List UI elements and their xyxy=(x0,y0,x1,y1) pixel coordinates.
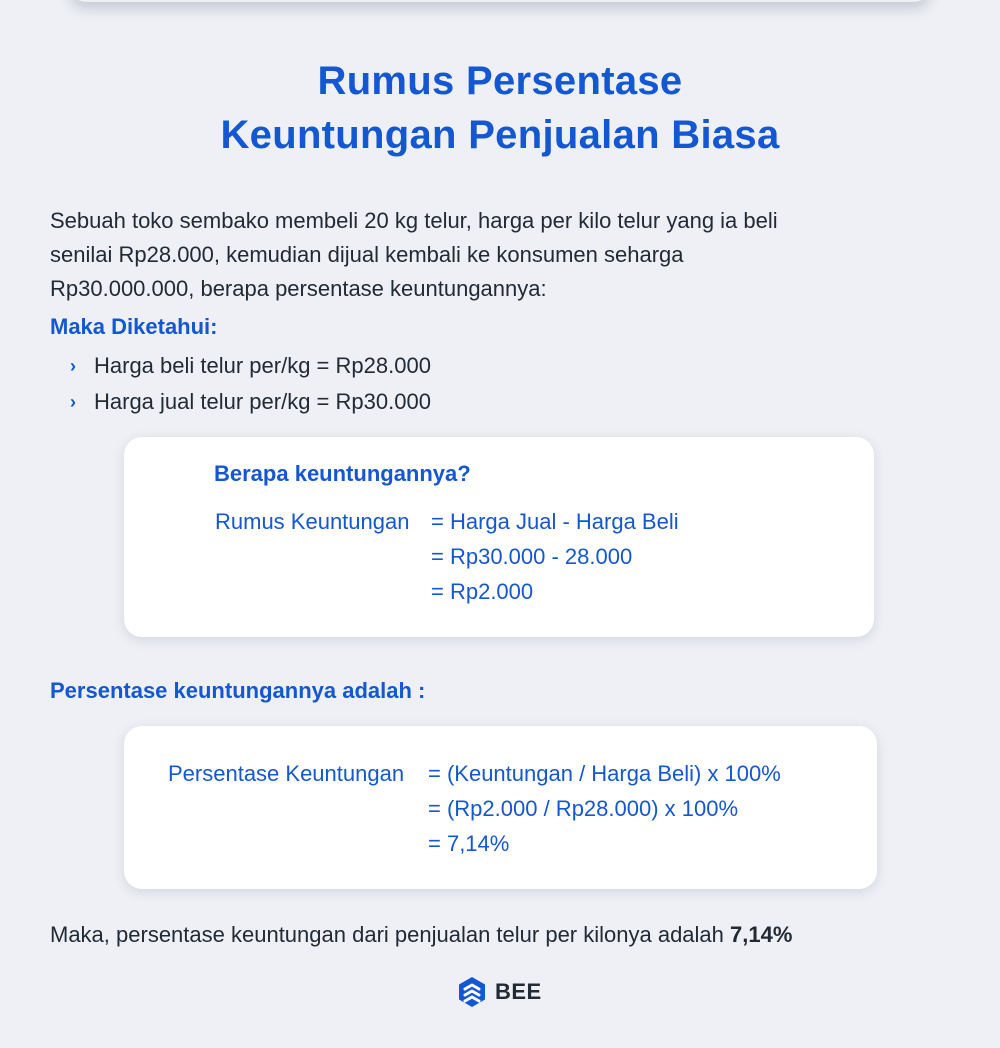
list-item-text: Harga beli telur per/kg = Rp28.000 xyxy=(94,353,431,378)
profit-card-heading: Berapa keuntungannya? xyxy=(214,461,471,486)
conclusion-value: 7,14% xyxy=(730,922,793,947)
formula-row xyxy=(168,756,781,791)
chevron-right-icon: › xyxy=(70,356,76,376)
profit-formula xyxy=(215,504,679,609)
intro-line-2: senilai Rp28.000, kemudian dijual kembali ke konsumen seharga xyxy=(50,242,684,267)
formula-lhs: Rumus Keuntungan xyxy=(215,509,410,534)
conclusion-text xyxy=(50,918,792,952)
formula-step: = Rp30.000 - 28.000 xyxy=(431,544,633,569)
chevron-right-icon: › xyxy=(70,392,76,412)
formula-step: = (Rp2.000 / Rp28.000) x 100% xyxy=(428,796,739,821)
formula-row xyxy=(168,791,781,826)
percent-card xyxy=(124,726,877,889)
formula-lhs: Persentase Keuntungan xyxy=(168,761,405,786)
intro-line-1: Sebuah toko sembako membeli 20 kg telur, harga per kilo telur yang ia beli xyxy=(50,208,778,233)
title-line-1: Rumus Persentase xyxy=(317,59,683,103)
known-heading: Maka Diketahui: xyxy=(50,314,218,339)
percent-formula xyxy=(168,756,781,861)
list-item xyxy=(70,348,431,384)
formula-row xyxy=(215,504,679,539)
conclusion-sentence: Maka, persentase keuntungan dari penjualan telur per kilonya adalah xyxy=(50,922,731,947)
known-list xyxy=(70,348,431,420)
formula-row xyxy=(215,574,679,609)
profit-card xyxy=(124,437,874,637)
formula-step: = 7,14% xyxy=(428,831,510,856)
formula-step: = Rp2.000 xyxy=(431,579,534,604)
list-item-text: Harga jual telur per/kg = Rp30.000 xyxy=(94,389,431,414)
formula-step: = (Keuntungan / Harga Beli) x 100% xyxy=(428,761,781,786)
logo-text: BEE xyxy=(495,979,542,1004)
top-card-edge xyxy=(70,0,930,2)
intro-line-3: Rp30.000.000, berapa persentase keuntungannya: xyxy=(50,276,547,301)
list-item xyxy=(70,384,431,420)
bee-logo-icon xyxy=(457,976,487,1008)
percent-heading: Persentase keuntungannya adalah : xyxy=(50,678,426,703)
intro-paragraph xyxy=(50,204,910,306)
title-line-2: Keuntungan Penjualan Biasa xyxy=(220,113,780,157)
bee-logo xyxy=(457,976,542,1008)
formula-row xyxy=(168,826,781,861)
formula-row xyxy=(215,539,679,574)
formula-step: = Harga Jual - Harga Beli xyxy=(431,509,679,534)
page-title xyxy=(0,54,1000,162)
